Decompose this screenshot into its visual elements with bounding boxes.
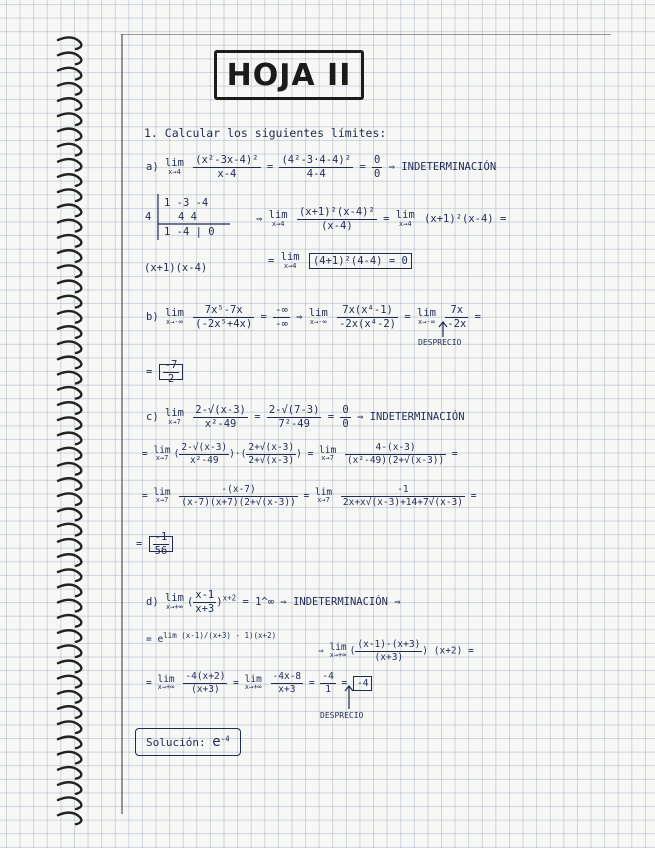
euler-e: e bbox=[212, 734, 221, 750]
spiral-coil bbox=[58, 68, 81, 80]
part-b-label: b) bbox=[146, 311, 159, 323]
spiral-coil bbox=[58, 615, 81, 627]
expression: (x+2) bbox=[433, 645, 463, 657]
spiral-coil bbox=[58, 37, 81, 49]
lim-sub: x→+∞ bbox=[166, 602, 183, 611]
exercise-heading: 1. Calcular los siguientes límites: bbox=[144, 126, 387, 140]
lim-word: lim bbox=[280, 251, 300, 263]
part-a-line1 bbox=[146, 155, 496, 179]
spiral-coil bbox=[58, 448, 81, 460]
fraction-b3 bbox=[337, 305, 398, 329]
limit-c2 bbox=[153, 446, 170, 463]
equals: = bbox=[303, 490, 310, 502]
numerator: 2-√(x-3) bbox=[195, 404, 246, 416]
equals: = bbox=[341, 677, 348, 689]
lim-sub: x→7 bbox=[155, 454, 169, 463]
spiral-coil bbox=[58, 752, 81, 764]
spiral-coil bbox=[58, 767, 81, 779]
ruffini-row3: 1 -4 | 0 bbox=[164, 226, 215, 238]
numerator: -∞ bbox=[275, 304, 288, 316]
denominator: (x+3) bbox=[374, 651, 404, 663]
part-d-line2a bbox=[146, 632, 276, 645]
spiral-coil bbox=[58, 645, 81, 657]
fraction-d3 bbox=[183, 672, 227, 694]
implies-arrow: ⇒ bbox=[256, 213, 263, 225]
fraction-a3 bbox=[372, 155, 382, 179]
ruffini-row2: 4 4 bbox=[178, 211, 197, 223]
part-c-line3 bbox=[142, 485, 476, 507]
lim-sub: x→+∞ bbox=[157, 683, 175, 692]
equals: = bbox=[254, 411, 261, 423]
denominator: 0 bbox=[374, 167, 381, 180]
fraction-c-l3a bbox=[179, 485, 297, 507]
spiral-coil bbox=[58, 311, 81, 323]
equals: = bbox=[260, 311, 267, 323]
limit-b2 bbox=[309, 308, 328, 326]
denominator: 2x+x√(x-3)+14+7√(x-3) bbox=[342, 496, 463, 508]
limit-a bbox=[165, 158, 184, 176]
spiral-coil bbox=[58, 387, 81, 399]
arrow-up-icon bbox=[342, 684, 356, 710]
limit-d3 bbox=[157, 675, 174, 692]
limit-d4 bbox=[245, 675, 262, 692]
spiral-coil bbox=[58, 235, 81, 247]
fraction-c-l3b bbox=[341, 485, 465, 507]
denominator: 7²-49 bbox=[278, 417, 310, 430]
denominator: 4-4 bbox=[306, 167, 326, 180]
indeterminacy-label: INDETERMINACIÓN bbox=[293, 596, 388, 608]
arrow-up-icon bbox=[436, 320, 450, 338]
spiral-coil bbox=[58, 372, 81, 384]
spiral-coil bbox=[58, 661, 81, 673]
lim-sub: x→4 bbox=[168, 167, 181, 176]
spiral-coil bbox=[58, 433, 81, 445]
lim-word: lim bbox=[329, 641, 347, 653]
denominator: -2x bbox=[447, 317, 467, 330]
indeterminacy-label: INDETERMINACIÓN bbox=[401, 161, 497, 173]
margin-line bbox=[121, 34, 123, 814]
numerator: 7x⁵-7x bbox=[193, 305, 254, 318]
implies-arrow: ⇒ bbox=[388, 161, 395, 173]
equals: = bbox=[388, 254, 396, 267]
lim-word: lim bbox=[244, 673, 262, 685]
spiral-coil bbox=[58, 813, 81, 825]
spiral-coil bbox=[58, 144, 81, 156]
spiral-coil bbox=[58, 463, 81, 475]
spiral-coil bbox=[58, 402, 81, 414]
fraction-c-l2b bbox=[246, 443, 296, 465]
spiral-coil bbox=[58, 296, 81, 308]
spiral-coil bbox=[58, 509, 81, 521]
lim-sub: x→+∞ bbox=[244, 683, 262, 692]
lim-word: lim bbox=[153, 486, 171, 498]
euler-e: e bbox=[157, 634, 164, 646]
ruffini-row1: 1 -3 -4 bbox=[164, 197, 209, 209]
part-d-line3 bbox=[146, 672, 372, 694]
spiral-coil bbox=[58, 706, 81, 718]
equals: = bbox=[142, 448, 148, 460]
fraction-c-l2a bbox=[179, 443, 229, 465]
spiral-coil bbox=[58, 220, 81, 232]
part-a-line2 bbox=[256, 207, 506, 231]
equals: = bbox=[499, 213, 507, 225]
result-d: -4 bbox=[353, 676, 372, 691]
spiral-coil bbox=[58, 174, 81, 186]
denominator: 2 bbox=[167, 372, 175, 385]
expression: (x+1)²(x-4) bbox=[424, 213, 494, 225]
lim-word: lim bbox=[157, 673, 175, 685]
equals: = bbox=[470, 490, 477, 502]
part-b-result bbox=[146, 360, 183, 384]
denominator: -2x(x⁴-2) bbox=[339, 317, 397, 330]
solution-label: Solución: bbox=[146, 736, 206, 749]
spiral-coil bbox=[58, 721, 81, 733]
numerator: -4 bbox=[322, 671, 334, 682]
lim-word: lim bbox=[164, 307, 184, 320]
fraction-a-step bbox=[297, 207, 377, 231]
numerator: 0 bbox=[374, 154, 381, 166]
part-c-line2: = lim x→7 ( $\frac{2-√(x-3)}{\text{x²-49}}$ )·( $\frac{2+√(x-3)}{2+√(x-3)}$ ) = lim x→7 $\frac{4-(x-3)}{\text{(x²-49)(2+√(x-3))}}$ = bbox=[142, 442, 458, 466]
limit-d bbox=[165, 593, 184, 611]
denominator: 56 bbox=[154, 544, 168, 557]
denominator: (x-7)(x+7)(2+√(x-3)) bbox=[181, 496, 296, 508]
spiral-coil bbox=[58, 539, 81, 551]
spiral-coil bbox=[58, 569, 81, 581]
equals: = bbox=[146, 677, 152, 689]
fraction-c1 bbox=[193, 405, 248, 429]
spiral-coil bbox=[58, 357, 81, 369]
equals: = bbox=[383, 213, 390, 225]
denominator: x+3 bbox=[278, 683, 296, 695]
spiral-coil bbox=[58, 691, 81, 703]
fraction-c2 bbox=[267, 405, 322, 429]
numerator: 4-(x-3) bbox=[345, 443, 446, 455]
spiral-coil bbox=[58, 265, 81, 277]
limit-c5 bbox=[315, 488, 332, 505]
implies-arrow: ⇒ bbox=[296, 311, 303, 323]
equals: = bbox=[268, 254, 275, 267]
spiral-coil bbox=[58, 585, 81, 597]
numerator: x-1 bbox=[195, 589, 215, 601]
lim-sub: x→-∞ bbox=[309, 317, 327, 326]
spiral-coil bbox=[58, 417, 81, 429]
spiral-coil bbox=[58, 98, 81, 110]
numerator: 7x(x⁴-1) bbox=[337, 305, 398, 318]
implies-arrow: ⇒ bbox=[318, 645, 324, 657]
lim-sub: x→4 bbox=[271, 219, 285, 228]
numerator: -7 bbox=[164, 359, 178, 371]
lim-word: lim bbox=[395, 209, 415, 222]
factored-form: (x+1)(x-4) bbox=[144, 262, 208, 274]
answer-box-c bbox=[149, 531, 174, 557]
fraction-d5 bbox=[320, 672, 335, 694]
fraction-b2 bbox=[273, 305, 290, 329]
limit-a-final bbox=[281, 252, 300, 270]
numerator: (x-1)-(x+3) bbox=[357, 639, 421, 650]
lim-sub: x→-∞ bbox=[418, 317, 435, 326]
fraction-a2 bbox=[279, 155, 353, 179]
lim-sub: x→4 bbox=[398, 219, 412, 228]
fraction-a1 bbox=[193, 155, 260, 179]
equals: = bbox=[474, 311, 481, 323]
fraction-b1 bbox=[193, 305, 254, 329]
spiral-coil bbox=[58, 797, 81, 809]
spiral-coil bbox=[58, 326, 81, 338]
lim-word: lim bbox=[319, 444, 337, 456]
numerator: -1 bbox=[154, 531, 168, 543]
numerator: 2-√(7-3) bbox=[268, 404, 320, 416]
one-to-infinity: 1^∞ bbox=[255, 596, 275, 608]
denominator: x²-49 bbox=[204, 417, 237, 430]
spiral-coil bbox=[58, 737, 81, 749]
part-c-result bbox=[136, 532, 173, 556]
denominator: x+3 bbox=[195, 602, 215, 615]
note-despreclo-b: DESPRECIO bbox=[418, 338, 462, 347]
exponent: -4 bbox=[220, 734, 230, 744]
implies-arrow: ⇒ bbox=[280, 596, 287, 608]
note-despreclo-d: DESPRECIO bbox=[320, 711, 364, 720]
page-title: HOJA II bbox=[226, 57, 352, 93]
spiral-coil bbox=[58, 630, 81, 642]
numerator: -4(x+2) bbox=[185, 671, 226, 682]
denominator: (-2x⁵+4x) bbox=[195, 317, 253, 330]
lim-word: lim bbox=[164, 407, 184, 420]
limit-a-step bbox=[269, 210, 288, 228]
equals: = bbox=[359, 161, 366, 173]
ruffini-divisor: 4 bbox=[145, 211, 152, 223]
spiral-coil bbox=[58, 250, 81, 262]
implies-arrow: ⇒ bbox=[394, 596, 401, 608]
limit-a-step2 bbox=[396, 210, 415, 228]
spiral-coil bbox=[58, 676, 81, 688]
numerator: (4²-3·4-4)² bbox=[281, 154, 352, 166]
exponent: lim (x-1)/(x+3) - 1)(x+2) bbox=[163, 631, 277, 640]
spiral-coil bbox=[58, 159, 81, 171]
spiral-coil bbox=[58, 524, 81, 536]
denominator: 1 bbox=[325, 683, 331, 695]
lim-word: lim bbox=[153, 444, 171, 456]
part-a-line3 bbox=[268, 252, 412, 270]
part-c-line1 bbox=[146, 405, 465, 429]
denominator: (x²-49)(2+√(x-3)) bbox=[346, 454, 445, 466]
numerator: 2-√(x-3) bbox=[181, 442, 228, 453]
equals: = bbox=[468, 645, 474, 657]
numerator: 0 bbox=[342, 404, 349, 416]
numerator: -1 bbox=[341, 485, 465, 497]
fraction-c-l2c bbox=[345, 443, 446, 465]
numerator: (x+1)²(x-4)² bbox=[298, 206, 375, 218]
part-d-label: d) bbox=[146, 596, 159, 608]
exponent: x+2 bbox=[222, 593, 237, 603]
solution-box bbox=[135, 728, 241, 756]
lim-sub: x→7 bbox=[317, 496, 330, 505]
part-d-line2b: ⇒ lim x→+∞ ( $\frac{(x-1)-(x+3)}{(x+3)}$ ) (x+2) = bbox=[318, 639, 474, 663]
spiral-binding-icon bbox=[0, 0, 130, 848]
equals: = bbox=[308, 677, 315, 689]
limit-b bbox=[165, 308, 184, 326]
lim-sub: x→-∞ bbox=[166, 317, 183, 326]
lim-word: lim bbox=[164, 157, 184, 170]
denominator: (x-4) bbox=[321, 219, 353, 232]
lim-word: lim bbox=[308, 307, 328, 320]
part-c-label: c) bbox=[146, 411, 159, 423]
fraction-c3 bbox=[340, 405, 350, 429]
lim-word: lim bbox=[417, 307, 436, 320]
lim-word: lim bbox=[164, 592, 184, 605]
equals: = bbox=[242, 596, 249, 608]
denominator: 2+√(x-3) bbox=[248, 454, 295, 466]
spiral-coil bbox=[58, 129, 81, 141]
lim-sub: x→7 bbox=[321, 454, 334, 463]
indeterminacy-label: INDETERMINACIÓN bbox=[369, 411, 465, 423]
lim-sub: x→7 bbox=[155, 496, 169, 505]
spiral-coil bbox=[58, 493, 81, 505]
lim-sub: x→+∞ bbox=[329, 651, 347, 660]
equals: = bbox=[233, 677, 239, 689]
spiral-coil bbox=[58, 53, 81, 65]
spiral-coil bbox=[58, 205, 81, 217]
implies-arrow: ⇒ bbox=[357, 411, 364, 423]
part-b-line1 bbox=[146, 305, 481, 329]
expression: (4+1)²(4-4) bbox=[312, 254, 383, 267]
numerator: 7x bbox=[445, 305, 468, 318]
denominator: -∞ bbox=[275, 317, 288, 330]
spiral-coil bbox=[58, 554, 81, 566]
lim-sub: x→4 bbox=[283, 261, 297, 270]
equals: = bbox=[404, 311, 411, 323]
numerator: -(x-7) bbox=[179, 485, 297, 497]
equals: = bbox=[307, 448, 314, 460]
equals: = bbox=[146, 366, 153, 378]
numerator: (x²-3x-4)² bbox=[195, 154, 259, 166]
spiral-coil bbox=[58, 83, 81, 95]
spiral-coil bbox=[58, 478, 81, 490]
lim-word: lim bbox=[314, 486, 333, 498]
denominator: 0 bbox=[342, 417, 349, 430]
spiral-coil bbox=[58, 281, 81, 293]
spiral-coil bbox=[58, 341, 81, 353]
title-box bbox=[214, 50, 364, 100]
equals: = bbox=[327, 411, 335, 423]
answer-box-a bbox=[309, 253, 412, 269]
numerator: 2+√(x-3) bbox=[248, 442, 295, 453]
spiral-coil bbox=[58, 782, 81, 794]
spiral-coil bbox=[58, 600, 81, 612]
equals: = bbox=[451, 448, 458, 460]
limit-c3 bbox=[319, 446, 336, 463]
fraction-c-result bbox=[153, 532, 170, 556]
limit-b3 bbox=[417, 308, 436, 326]
numerator: -4x-8 bbox=[272, 671, 302, 682]
equals: = bbox=[266, 161, 274, 173]
result-a: 0 bbox=[401, 254, 408, 267]
limit-c4 bbox=[153, 488, 170, 505]
denominator: x-4 bbox=[217, 167, 237, 180]
answer-box-b bbox=[159, 359, 184, 385]
spiral-coil bbox=[58, 189, 81, 201]
spiral-coil bbox=[58, 113, 81, 125]
denominator: x²-49 bbox=[189, 454, 219, 466]
fraction-b-result bbox=[163, 360, 180, 384]
part-d-line1: d) lim x→+∞ ( $\frac{x-1}{x+3}$ )$^{x+2}$ = 1^∞ ⇒ INDETERMINACIÓN ⇒ bbox=[146, 589, 401, 615]
lim-word: lim bbox=[268, 209, 288, 222]
limit-d2 bbox=[329, 643, 346, 660]
multiply-dot: · bbox=[234, 448, 241, 460]
equals: = bbox=[146, 634, 152, 646]
fraction-d1 bbox=[193, 590, 216, 614]
denominator: (x+3) bbox=[191, 683, 220, 695]
lim-sub: x→7 bbox=[168, 417, 181, 426]
part-a-label: a) bbox=[146, 161, 159, 173]
fraction-d4 bbox=[271, 672, 304, 694]
fraction-d2 bbox=[355, 640, 422, 662]
top-line bbox=[121, 34, 611, 35]
equals: = bbox=[142, 490, 148, 502]
ruffini-lines bbox=[150, 194, 240, 244]
limit-c bbox=[165, 408, 184, 426]
equals: = bbox=[136, 538, 143, 550]
